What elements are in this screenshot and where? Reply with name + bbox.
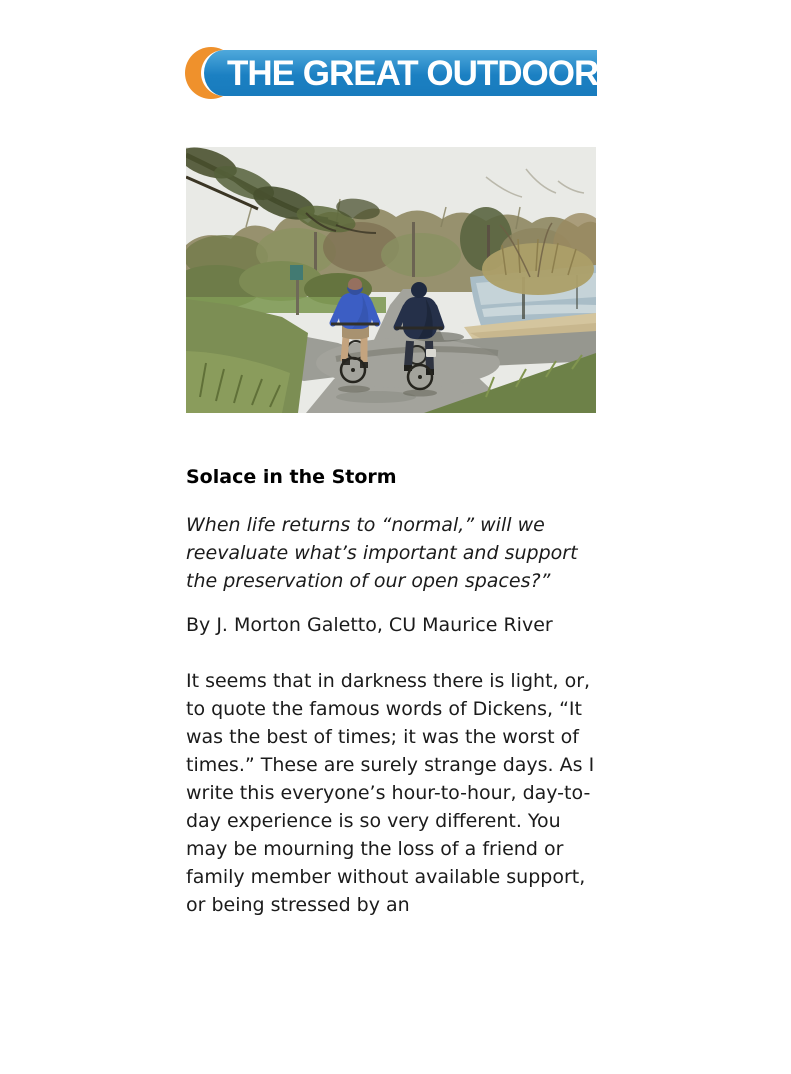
logo-bar	[201, 50, 621, 96]
article-title: Solace in the Storm	[186, 466, 397, 488]
article-byline: By J. Morton Galetto, CU Maurice River	[186, 614, 553, 636]
newsletter-title: THE GREAT OUTDOORS	[227, 53, 621, 93]
article-photo-illustration	[186, 147, 596, 413]
article-body: It seems that in darkness there is light, or, to quote the famous words of Dickens, “It was the best of times; it was the worst of times.” These are surely strange days. As I write this everyone’s hour-to-hour, day-to-day experience is so very different. You may be mourning the loss of a friend or family member without available support, or being stressed by an	[186, 670, 595, 916]
article-subtitle: When life returns to “normal,” will we reevaluate what’s important and support the preservation of our open spaces?”	[186, 514, 578, 592]
page-column	[186, 50, 621, 919]
logo-banner	[186, 50, 621, 96]
article-photo	[186, 147, 596, 413]
